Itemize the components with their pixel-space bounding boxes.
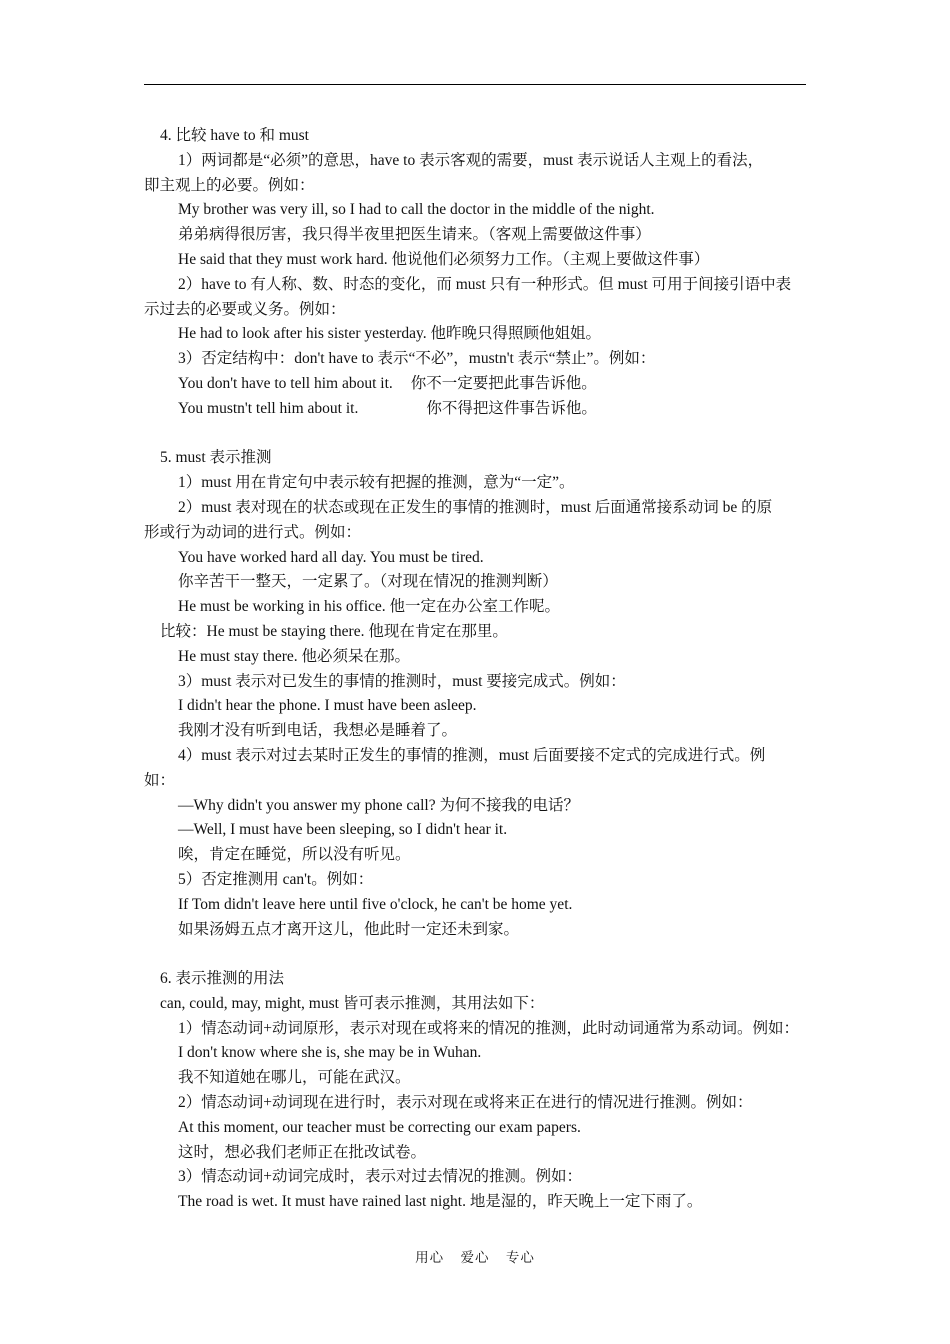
paragraph: can, could, may, might, must 皆可表示推测，其用法如下： — [160, 994, 545, 1012]
paragraph: 5）否定推测用 can't。例如： — [178, 870, 374, 888]
example-en: You don't have to tell him about it. — [178, 374, 393, 392]
paragraph: 3）情态动词+动词完成时，表示对过去情况的推测。例如： — [178, 1168, 582, 1186]
footer-text: 专心 — [505, 1250, 535, 1265]
page-footer — [0, 1246, 950, 1266]
example-zh: 我不知道她在哪儿，可能在武汉。 — [178, 1069, 411, 1087]
paragraph: 2）have to 有人称、数、时态的变化，而 must 只有一种形式。但 must 可用于间接引语中表 — [178, 275, 792, 293]
example-pair — [144, 397, 816, 422]
example-zh: 这时，想必我们老师正在批改试卷。 — [178, 1143, 427, 1161]
header-rule — [144, 84, 806, 85]
section-6-heading: 6. 表示推测的用法 — [160, 970, 285, 988]
dialogue-line: 唉，肯定在睡觉，所以没有听见。 — [178, 846, 411, 864]
paragraph: 示过去的必要或义务。例如： — [144, 300, 346, 318]
example-zh: 弟弟病得很厉害，我只得半夜里把医生请来。（客观上需要做这件事） — [178, 226, 651, 244]
example-zh: 你不一定要把此事告诉他。 — [410, 374, 597, 392]
footer-text: 用心 — [415, 1250, 445, 1265]
comparison: 比较：He must be staying there. 他现在肯定在那里。 — [160, 622, 508, 640]
paragraph: 2）情态动词+动词现在进行时，表示对现在或将来正在进行的情况进行推测。例如： — [178, 1094, 753, 1112]
example-zh: 你辛苦干一整天，一定累了。（对现在情况的推测判断） — [178, 573, 558, 591]
footer-text: 爱心 — [460, 1250, 490, 1265]
example-zh: 如果汤姆五点才离开这儿，他此时一定还未到家。 — [178, 920, 520, 938]
example-en: At this moment, our teacher must be correcting our exam papers. — [178, 1118, 581, 1136]
paragraph: 如： — [144, 771, 176, 789]
example-en: If Tom didn't leave here until five o'clock, he can't be home yet. — [178, 895, 573, 913]
paragraph: 2）must 表对现在的状态或现在正发生的事情的推测时，must 后面通常接系动词 be 的原 — [178, 498, 773, 516]
example-pair — [144, 372, 816, 397]
paragraph: 形或行为动词的进行式。例如： — [144, 523, 362, 541]
example-en: You have worked hard all day. You must be tired. — [178, 548, 484, 566]
paragraph: 1）must 用在肯定句中表示较有把握的推测，意为“一定”。 — [178, 474, 575, 492]
example: He said that they must work hard. 他说他们必须努力工作。（主观上要做这件事） — [178, 250, 710, 268]
example: He must be working in his office. 他一定在办公室工作呢。 — [178, 598, 561, 616]
dialogue-line: —Well, I must have been sleeping, so I didn't hear it. — [178, 821, 508, 839]
paragraph: 3）否定结构中：don't have to 表示“不必”，mustn't 表示“禁止”。例如： — [178, 350, 656, 368]
example: The road is wet. It must have rained last night. 地是湿的，昨天晚上一定下雨了。 — [178, 1193, 703, 1211]
example-zh: 你不得把这件事告诉他。 — [426, 399, 597, 417]
example-en: You mustn't tell him about it. — [178, 399, 359, 417]
paragraph: 1）情态动词+动词原形，表示对现在或将来的情况的推测，此时动词通常为系动词。例如： — [178, 1019, 799, 1037]
example: He had to look after his sister yesterday. 他昨晚只得照顾他姐姐。 — [178, 325, 602, 343]
paragraph: 4）must 表示对过去某时正发生的事情的推测，must 后面要接不定式的完成进行式。例 — [178, 746, 766, 764]
example-en: I didn't hear the phone. I must have been asleep. — [178, 697, 477, 715]
document-body — [144, 124, 816, 1215]
comparison: He must stay there. 他必须呆在那。 — [178, 647, 411, 665]
section-4-heading: 4. 比较 have to 和 must — [160, 127, 309, 144]
example-en: My brother was very ill, so I had to call the doctor in the middle of the night. — [178, 201, 655, 219]
example-en: I don't know where she is, she may be in Wuhan. — [178, 1044, 482, 1062]
dialogue-line: —Why didn't you answer my phone call? 为何不接我的电话？ — [178, 796, 579, 814]
paragraph: 1）两词都是“必须”的意思，have to 表示客观的需要，must 表示说话人主观上的看法， — [178, 151, 764, 169]
example-zh: 我刚才没有听到电话，我想必是睡着了。 — [178, 722, 458, 740]
paragraph: 即主观上的必要。例如： — [144, 176, 315, 194]
paragraph: 3）must 表示对已发生的事情的推测时，must 要接完成式。例如： — [178, 672, 626, 690]
section-5-heading: 5. must 表示推测 — [160, 449, 272, 467]
